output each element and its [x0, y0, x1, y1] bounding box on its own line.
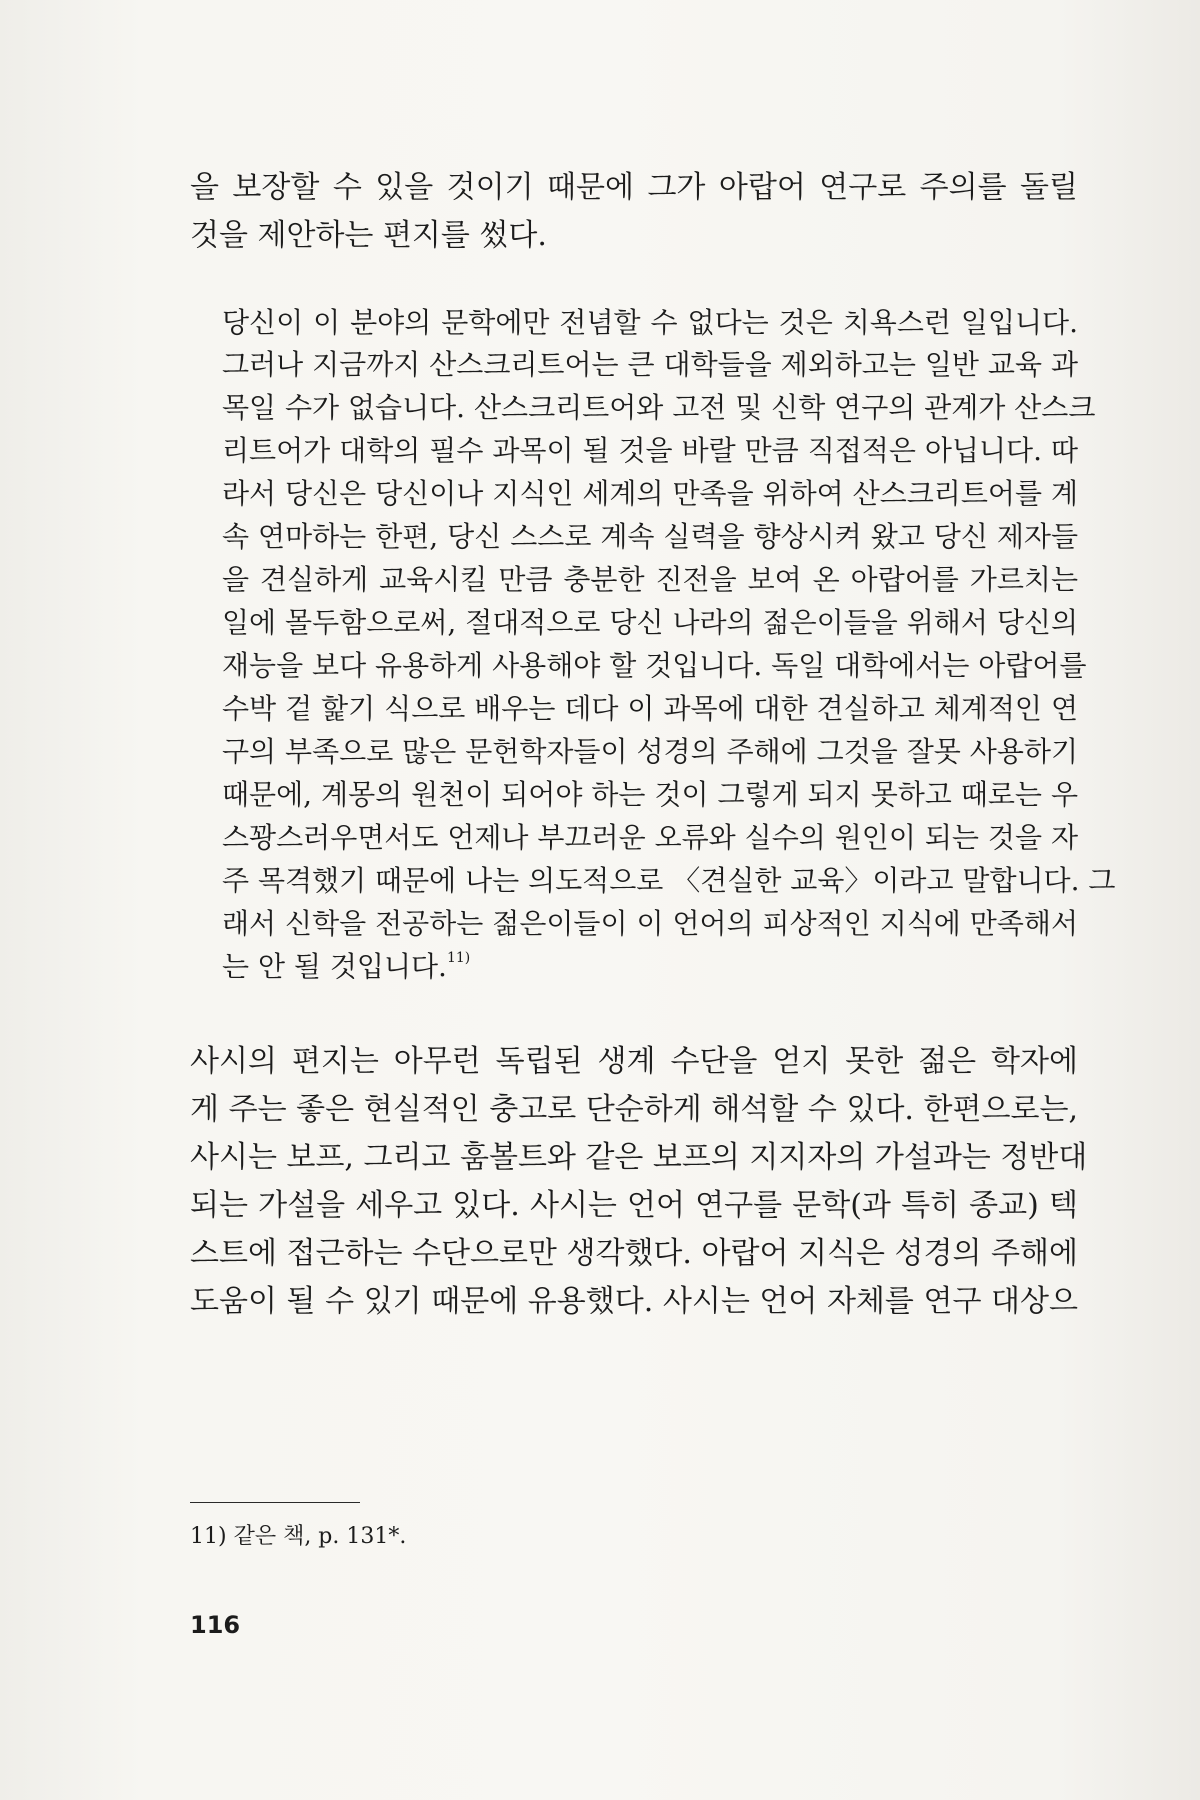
quote-line: 때문에, 계몽의 원천이 되어야 하는 것이 그렇게 되지 못하고 때로는 우 — [222, 778, 1078, 811]
paragraph-line: 도움이 될 수 있기 때문에 유용했다. 사시는 언어 자체를 연구 대상으 — [190, 1284, 1078, 1319]
quote-line: 주 목격했기 때문에 나는 의도적으로 〈견실한 교육〉이라고 말합니다. 그 — [222, 864, 1116, 897]
page-number: 116 — [190, 1611, 241, 1639]
footnote-marker: 11) — [446, 950, 471, 966]
paragraph-line: 사시의 편지는 아무런 독립된 생계 수단을 얻지 못한 젊은 학자에 — [190, 1044, 1078, 1079]
quote-line: 당신이 이 분야의 문학에만 전념할 수 없다는 것은 치욕스런 일입니다. — [222, 306, 1078, 339]
quote-line: 구의 부족으로 많은 문헌학자들이 성경의 주해에 그것을 잘못 사용하기 — [222, 735, 1078, 768]
paragraph-line: 되는 가설을 세우고 있다. 사시는 언어 연구를 문학(과 특히 종교) 텍 — [190, 1188, 1078, 1223]
quote-line-text: 는 안 될 것입니다. — [222, 950, 447, 983]
footnote-text: 11) 같은 책, p. 131*. — [190, 1524, 407, 1549]
quote-line: 라서 당신은 당신이나 지식인 세계의 만족을 위하여 산스크리트어를 계 — [222, 477, 1078, 510]
quote-line: 속 연마하는 한편, 당신 스스로 계속 실력을 향상시켜 왔고 당신 제자들 — [222, 520, 1078, 553]
quote-line: 수박 겉 핥기 식으로 배우는 데다 이 과목에 대한 견실하고 체계적인 연 — [222, 692, 1078, 725]
quote-line: 그러나 지금까지 산스크리트어는 큰 대학들을 제외하고는 일반 교육 과 — [222, 348, 1078, 381]
quote-last-line — [222, 946, 470, 988]
quote-line: 일에 몰두함으로써, 절대적으로 당신 나라의 젊은이들을 위해서 당신의 — [222, 606, 1078, 639]
paragraph-line: 사시는 보프, 그리고 훔볼트와 같은 보프의 지지자의 가설과는 정반대 — [190, 1140, 1088, 1175]
paragraph-line: 것을 제안하는 편지를 썼다. — [190, 218, 547, 253]
quote-line: 재능을 보다 유용하게 사용해야 할 것입니다. 독일 대학에서는 아랍어를 — [222, 649, 1087, 682]
quote-line: 리트어가 대학의 필수 과목이 될 것을 바랄 만큼 직접적은 아닙니다. 따 — [222, 434, 1078, 467]
quote-line: 목일 수가 없습니다. 산스크리트어와 고전 및 신학 연구의 관계가 산스크 — [222, 391, 1096, 424]
paragraph-line: 을 보장할 수 있을 것이기 때문에 그가 아랍어 연구로 주의를 돌릴 — [190, 170, 1078, 205]
paragraph-line: 게 주는 좋은 현실적인 충고로 단순하게 해석할 수 있다. 한편으로는, — [190, 1092, 1078, 1127]
quote-line: 을 견실하게 교육시킬 만큼 충분한 진전을 보여 온 아랍어를 가르치는 — [222, 563, 1078, 596]
quote-line: 스꽝스러우면서도 언제나 부끄러운 오류와 실수의 원인이 되는 것을 자 — [222, 821, 1078, 854]
paragraph-line: 스트에 접근하는 수단으로만 생각했다. 아랍어 지식은 성경의 주해에 — [190, 1236, 1078, 1271]
quote-line: 래서 신학을 전공하는 젊은이들이 이 언어의 피상적인 지식에 만족해서 — [222, 907, 1078, 940]
footnote-divider — [190, 1502, 360, 1503]
